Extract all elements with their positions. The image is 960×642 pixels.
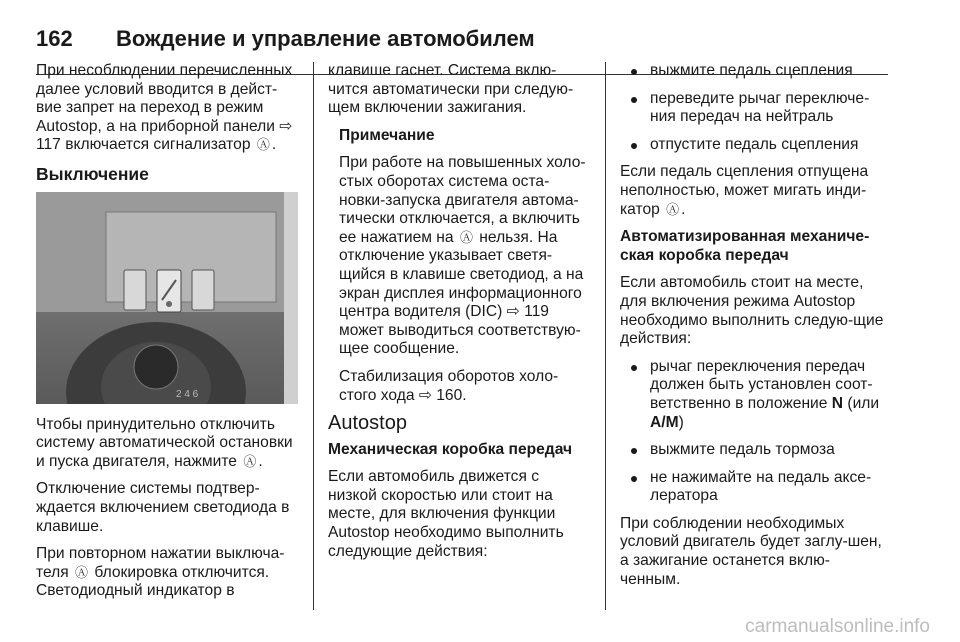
autostop-button-icon: Ⓐ	[459, 229, 473, 245]
switch-panel-photo	[36, 192, 298, 404]
column-1	[36, 62, 298, 610]
autostop-button-icon: Ⓐ	[243, 453, 257, 469]
column-divider	[605, 62, 606, 610]
intro-paragraph: При несоблюдении перечисленных далее условий вводится в дейст-вие запрет на переход в режим Autostop, а на приборной панели ⇨ 117 включается сигнализатор Ⓐ .	[36, 62, 293, 154]
column-3	[620, 62, 884, 598]
note-block	[328, 127, 590, 405]
list-item: рычаг переключения передач должен быть установлен соот-ветственно в положение N (или A/M)	[620, 358, 884, 432]
page-number: 162	[36, 26, 73, 51]
manual-gearbox-heading: Механическая коробка передач	[328, 440, 573, 458]
list-item: отпустите педаль сцепления	[620, 136, 884, 155]
section-heading: Выключение	[36, 163, 149, 184]
final-paragraph: При соблюдении необходимых условий двигатель будет заглу-шен, а зажигание останется вклю-ченным.	[620, 514, 882, 588]
continuation-paragraph: клавише гаснет. Система вклю-чится автоматически при следую-щем включении зажигания.	[328, 62, 574, 117]
confirm-paragraph: Отключение системы подтвер-ждается включением светодиода в клавише.	[36, 480, 290, 535]
automated-gearbox-text: Если автомобиль стоит на месте, для включения режима Autostop необходимо выполнить следую-щие действия:	[620, 274, 884, 348]
autostop-button-icon: Ⓐ	[75, 564, 89, 580]
autostop-off-indicator-icon: Ⓐ	[256, 137, 270, 153]
note-title: Примечание	[339, 126, 435, 144]
note-text: При работе на повышенных холо-стых оборотах система оста-новки-запуска двигателя автома-тически отключается, а включить ее нажатием на Ⓐ нельзя. На отключение указывает светя-щийся в клавише светодиод, а на экран дисплея информационного центра водителя (DIC) ⇨ 119 может выводиться соответствую-щее сообщение.	[339, 154, 586, 358]
page-header	[36, 24, 888, 58]
blink-paragraph: Если педаль сцепления отпущена неполностью, может мигать инди-катор Ⓐ .	[620, 163, 869, 218]
note-reference: Стабилизация оборотов холо-стого хода ⇨ 160.	[339, 367, 559, 404]
list-item: выжмите педаль сцепления	[620, 62, 884, 81]
column-2	[328, 62, 590, 570]
list-item: не нажимайте на педаль аксе-лератора	[620, 469, 884, 506]
column-divider	[313, 62, 314, 610]
autostop-indicator-icon: Ⓐ	[666, 201, 680, 217]
svg-text:2 4 6: 2 4 6	[176, 388, 199, 400]
list-item: переведите рычаг переключе-ния передач на нейтраль	[620, 90, 884, 127]
manual-gearbox-text: Если автомобиль движется с низкой скоростью или стоит на месте, для включения функции Autostop необходимо выполнить следующие действия:	[328, 468, 564, 560]
page-title: Вождение и управление автомобилем	[116, 26, 535, 51]
automated-gearbox-heading: Автоматизированная механиче-ская коробка передач	[620, 228, 870, 264]
reenable-paragraph: При повторном нажатии выключа-теля Ⓐ блокировка отключится. Светодиодный индикатор в	[36, 545, 285, 600]
watermark: carmanualsonline.info	[745, 616, 930, 637]
autostop-heading: Autostop	[328, 412, 407, 435]
list-item: выжмите педаль тормоза	[620, 441, 884, 460]
disable-paragraph: Чтобы принудительно отключить систему автоматической остановки и пуска двигателя, нажмите Ⓐ .	[36, 415, 293, 470]
